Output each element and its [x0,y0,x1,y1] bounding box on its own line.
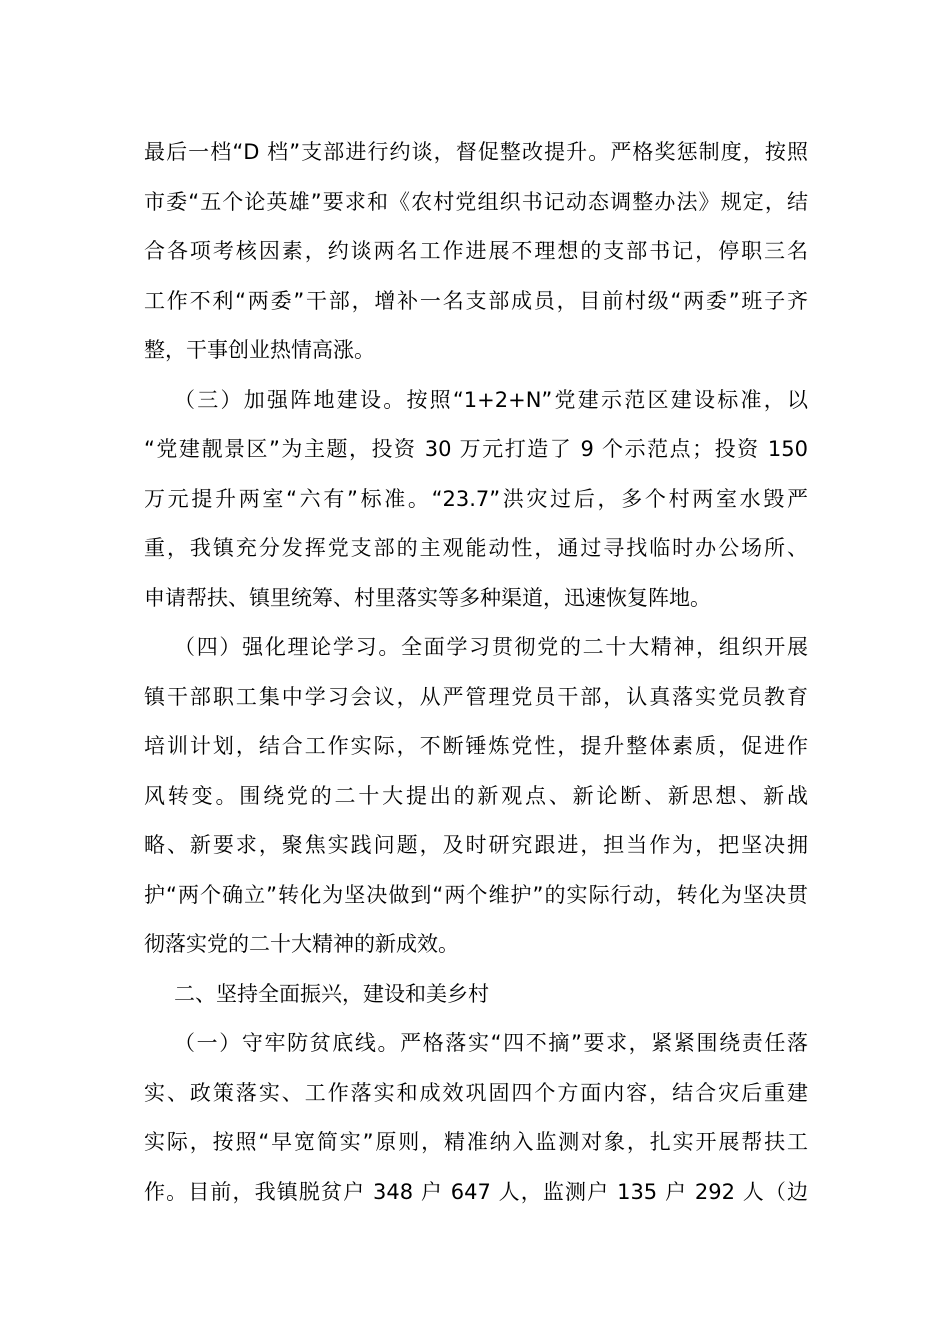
text-line: 整，干事创业热情高涨。 [144,338,375,362]
text-line: 申请帮扶、镇里统筹、村里落实等多种渠道，迅速恢复阵地。 [144,585,711,610]
text-line: “党建靓景区”为主题，投资 30 万元打造了 9 个示范点；投资 150 [144,437,808,461]
text-line: 合各项考核因素，约谈两名工作进展不理想的支部书记，停职三名 [144,239,808,263]
paragraph [144,623,808,970]
text-line: 市委“五个论英雄”要求和《农村党组织书记动态调整办法》规定，结 [144,189,808,214]
text-line: 作。目前，我镇脱贫户 348 户 647 人，监测户 135 户 292 人（边 [144,1179,808,1204]
text-line: 护“两个确立”转化为坚决做到“两个维护”的实际行动，转化为坚决贯 [144,882,808,907]
paragraph [144,376,808,624]
text-line: 最后一档“D 档”支部进行约谈，督促整改提升。严格奖惩制度，按照 [144,140,808,164]
text-line: 镇干部职工集中学习会议，从严管理党员干部，认真落实党员教育 [144,684,808,709]
section-heading: 二、坚持全面振兴，建设和美乡村 [174,981,489,1006]
text-line: （三）加强阵地建设。按照“1+2+N”党建示范区建设标准，以 [174,387,808,412]
text-line: 实、政策落实、工作落实和成效巩固四个方面内容，结合灾后重建 [144,1080,808,1105]
text-line: 实际，按照“早宽简实”原则，精准纳入监测对象，扎实开展帮扶工 [144,1130,808,1154]
text-line: 培训计划，结合工作实际，不断锤炼党性，提升整体素质，促进作 [144,734,808,758]
text-line: 重，我镇充分发挥党支部的主观能动性，通过寻找临时办公场所、 [144,536,808,560]
text-line: （一）守牢防贫底线。严格落实“四不摘”要求，紧紧围绕责任落 [174,1031,808,1055]
paragraph [144,128,808,376]
text-line: （四）强化理论学习。全面学习贯彻党的二十大精神，组织开展 [174,635,808,659]
text-line: 工作不利“两委”干部，增补一名支部成员，目前村级“两委”班子齐 [144,288,808,313]
text-line: 彻落实党的二十大精神的新成效。 [144,932,459,956]
text-line: 万元提升两室“六有”标准。“23.7”洪灾过后，多个村两室水毁严 [144,486,808,511]
paragraph [144,1019,808,1217]
text-line: 风转变。围绕党的二十大提出的新观点、新论断、新思想、新战 [144,783,808,808]
document-body [144,128,808,1217]
text-line: 略、新要求，聚焦实践问题，及时研究跟进，担当作为，把坚决拥 [144,833,808,857]
